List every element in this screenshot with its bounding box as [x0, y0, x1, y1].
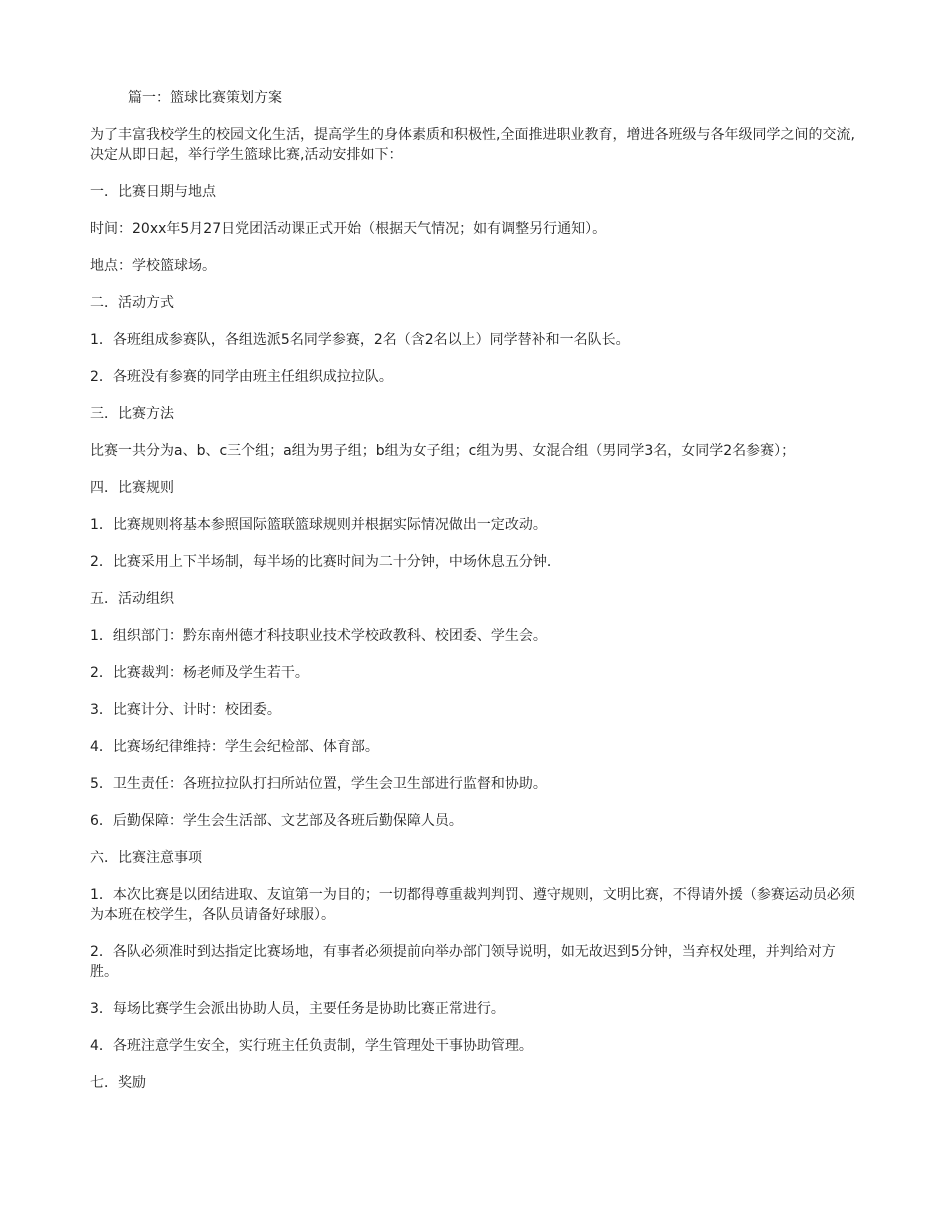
method-paragraph: 比赛一共分为a、b、c三个组；a组为男子组；b组为女子组；c组为男、女混合组（男同学3名，女同学2名参赛）； [90, 443, 796, 459]
rules-item-1: 1．比赛规则将基本参照国际篮联篮球规则并根据实际情况做出一定改动。 [90, 517, 547, 533]
activity-mode-item-2: 2．各班没有参赛的同学由班主任组织成拉拉队。 [90, 369, 393, 385]
section-heading-activity-mode: 二．活动方式 [90, 295, 174, 311]
section-heading-awards: 七．奖励 [90, 1075, 146, 1091]
organization-item-4: 4．比赛场纪律维持：学生会纪检部、体育部。 [90, 739, 379, 755]
organization-item-6: 6．后勤保障：学生会生活部、文艺部及各班后勤保障人员。 [90, 813, 463, 829]
activity-mode-item-1: 1．各班组成参赛队，各组选派5名同学参赛，2名（含2名以上）同学替补和一名队长。 [90, 332, 630, 348]
rules-item-2: 2．比赛采用上下半场制，每半场的比赛时间为二十分钟，中场休息五分钟． [90, 554, 561, 570]
notes-item-2: 2．各队必须准时到达指定比赛场地，有事者必须提前向举办部门领导说明，如无故迟到5分钟，当弃权处理，并判给对方胜。 [90, 944, 836, 980]
organization-item-5: 5．卫生责任：各班拉拉队打扫所站位置，学生会卫生部进行监督和协助。 [90, 776, 547, 792]
notes-item-3: 3．每场比赛学生会派出协助人员，主要任务是协助比赛正常进行。 [90, 1001, 505, 1017]
section-heading-organization: 五．活动组织 [90, 591, 174, 607]
section-heading-date-place: 一．比赛日期与地点 [90, 184, 216, 200]
organization-item-2: 2．比赛裁判：杨老师及学生若干。 [90, 665, 309, 681]
document-title: 篇一：篮球比赛策划方案 [128, 90, 282, 106]
notes-item-1: 1．本次比赛是以团结进取、友谊第一为目的；一切都得尊重裁判判罚、遵守规则，文明比赛，不得请外援（参赛运动员必须为本班在校学生，各队员请备好球服）。 [90, 887, 855, 923]
section-heading-method: 三．比赛方法 [90, 406, 174, 422]
organization-item-1: 1．组织部门：黔东南州德才科技职业技术学校政教科、校团委、学生会。 [90, 628, 547, 644]
document-page [90, 88, 862, 1110]
organization-item-3: 3．比赛计分、计时：校团委。 [90, 702, 281, 718]
section-heading-notes: 六．比赛注意事项 [90, 850, 202, 866]
notes-item-4: 4．各班注意学生安全，实行班主任负责制，学生管理处干事协助管理。 [90, 1038, 533, 1054]
place-paragraph: 地点：学校篮球场。 [90, 258, 216, 274]
intro-paragraph: 为了丰富我校学生的校园文化生活，提高学生的身体素质和积极性,全面推进职业教育，增进各班级与各年级同学之间的交流,决定从即日起，举行学生篮球比赛,活动安排如下： [90, 127, 855, 163]
section-heading-rules: 四．比赛规则 [90, 480, 174, 496]
time-paragraph: 时间：20xx年5月27日党团活动课正式开始（根据天气情况；如有调整另行通知）。 [90, 221, 607, 237]
